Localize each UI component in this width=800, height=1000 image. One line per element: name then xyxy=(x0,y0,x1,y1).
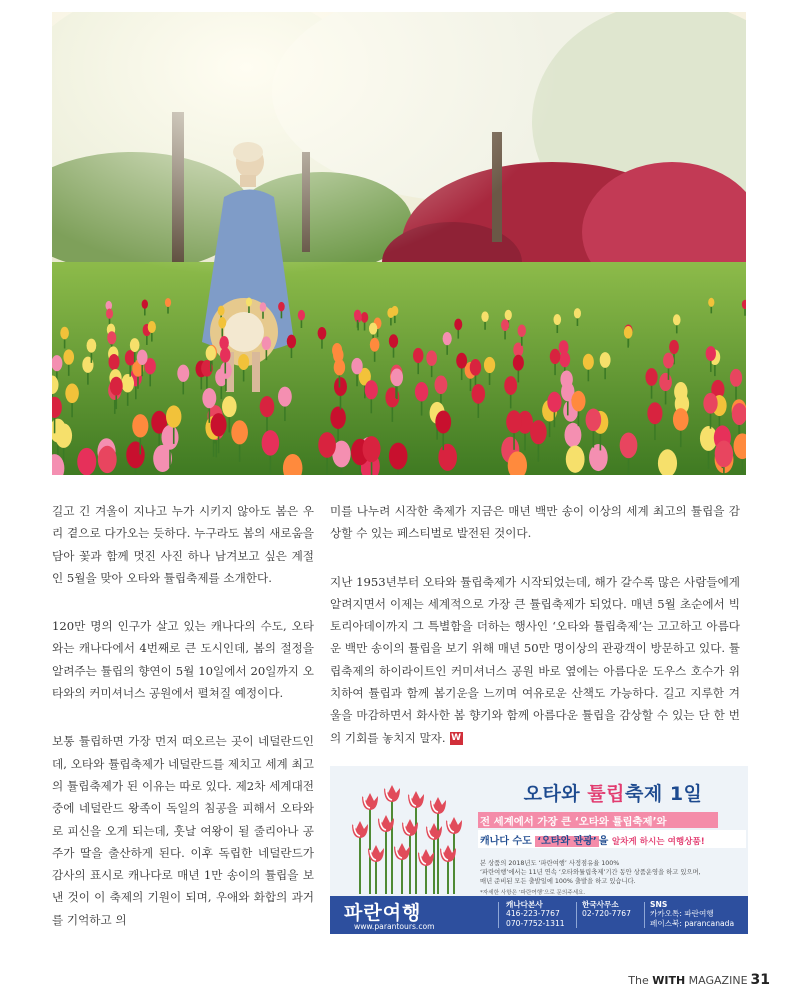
page-footer xyxy=(628,972,770,988)
article-paragraph-text: 지난 1953년부터 오타와 튤립축제가 시작되었는데, 해가 갈수록 많은 사람들에게 알려지면서 이제는 세계적으로 가장 큰 튤립축제가 되었다. 매년 5월 초순에서 빅토리아데이까지 그 특별함을 더하는 행사인 ‘오타와 튤립축제’는 고고하고 아름다운 백만 송이의 튤립을 보기 위해 매년 50만 명이상의 관광객이 방문하고 있다. 튤립축제의 하이라이트인 커미셔너스 공원 바로 옆에는 아름다운 도우스 호수가 위치하여 튤립과 함께 봄기운을 느끼며 여유로운 산책도 가능하다. 길고 지루한 겨울을 마감하면서 화사한 봄 향기와 함께 아름다운 튤립을 감상할 수 있는 단 한 번의 기회를 놓치지 말자. xyxy=(330,574,740,745)
ad-title-text-end: 축제 1일 xyxy=(625,783,703,805)
contact-heading: 한국사무소 xyxy=(582,900,619,909)
article-column-left xyxy=(52,500,314,931)
ad-line2-text-mid: 을 xyxy=(598,836,612,847)
article-paragraph: 미를 나누려 시작한 축제가 지금은 매년 백만 송이 이상의 세계 최고의 튤립을 감상할 수 있는 페스티벌로 발전된 것이다. xyxy=(330,504,740,541)
ad-note: ‘파란여행’에서는 11년 연속 ‘오타와튤립축제’기간 동안 상품운영을 하고 있으며, xyxy=(480,869,701,876)
article-column-right xyxy=(330,500,740,749)
ad-line2-highlight: ‘오타와 관광’ xyxy=(537,836,597,847)
brand-logo[interactable]: 파란여행 xyxy=(344,902,422,924)
ad-headline-line2 xyxy=(480,832,705,847)
ad-note: 본 상품의 2018년도 ‘파란여행’ 사정점유율 100% xyxy=(480,860,620,867)
article-paragraph xyxy=(330,571,740,749)
ad-contact-bar xyxy=(330,896,748,934)
ad-notes xyxy=(480,859,740,886)
contact-phone[interactable]: 02-720-7767 xyxy=(582,909,631,919)
tour-advertisement[interactable] xyxy=(330,766,748,934)
contact-sns xyxy=(650,900,734,928)
page-number: 31 xyxy=(750,972,770,988)
article-paragraph: 길고 긴 겨울이 지나고 누가 시키지 않아도 봄은 우리 곁으로 다가오는 듯하다. 누구라도 봄의 새로움을 담아 꽃과 함께 멋진 사진 하나 남겨보고 싶은 계절인 5월을 맞아 오타와 튤립축제를 소개한다. xyxy=(52,504,314,585)
ad-title-text: 오타와 xyxy=(523,783,588,805)
divider xyxy=(498,902,499,928)
divider xyxy=(644,902,645,928)
ad-title-highlight: 튤립 xyxy=(587,783,625,805)
contact-phone[interactable]: 416-223-7767 xyxy=(506,909,560,919)
article-end-mark-icon: W xyxy=(451,733,462,744)
divider xyxy=(576,902,577,928)
tulip-field-photo-svg xyxy=(52,12,746,475)
brand-url-link[interactable]: www.parantours.com xyxy=(354,922,435,931)
magazine-name-post: MAGAZINE xyxy=(685,974,748,987)
contact-canada-office xyxy=(506,900,565,928)
article-paragraph: 120만 명의 인구가 살고 있는 캐나다의 수도, 오타와는 캐나다에서 4번째로 큰 도시인데, 봄의 절정을 알려주는 튤립의 향연이 5월 10일에서 20일까지 오타와의 커미셔너스 공원에서 펼쳐질 예정이다. xyxy=(52,619,314,701)
ad-title xyxy=(478,779,748,806)
contact-heading: SNS xyxy=(650,900,668,909)
contact-heading: 캐나다본사 xyxy=(506,900,543,909)
tulip-field-photo xyxy=(52,12,746,475)
contact-phone[interactable]: 070-7752-1311 xyxy=(506,918,565,928)
ad-headline-line1: 전 세계에서 가장 큰 ‘오타와 튤립축제’와 xyxy=(480,816,667,828)
contact-kakaotalk[interactable]: 카카오톡: 파란여행 xyxy=(650,909,714,919)
ad-note: 매년 준비된 모든 출발일에 100% 출발을 하고 있습니다. xyxy=(480,878,636,885)
ad-footnote: *자세한 사항은 ‘파란여행’으로 문의주세요. xyxy=(480,890,586,896)
article-paragraph: 보통 튤립하면 가장 먼저 떠오르는 곳이 네덜란드인데, 오타와 튤립축제가 네덜란드를 제치고 세계 최고의 튤립축제가 된 이유는 따로 있다. 제2차 세계대전 중에 네덜란드 왕족이 독일의 침공을 피해서 오타와로 피신을 오게 되는데, 훗날 여왕이 될 줄리아나 공주가 딸을 출산하게 된다. 이후 독립한 네덜란드가 감사의 표시로 캐나다로 매년 1만 송이의 튤립을 보낸 것이 이 축제의 기원이 되며, 우애와 화합의 과거를 기억하고 의 xyxy=(52,734,314,927)
magazine-name-pre: The xyxy=(628,974,653,987)
ad-line2-tail: 알차게 하시는 여행상품! xyxy=(611,837,705,847)
ad-line2-text: 캐나다 수도 xyxy=(480,836,536,847)
magazine-name-bold: WITH xyxy=(652,974,686,987)
tulip-bouquet-icon xyxy=(330,766,478,894)
contact-facebook[interactable]: 페이스북: parancanada xyxy=(650,918,735,928)
contact-korea-office xyxy=(582,900,631,919)
